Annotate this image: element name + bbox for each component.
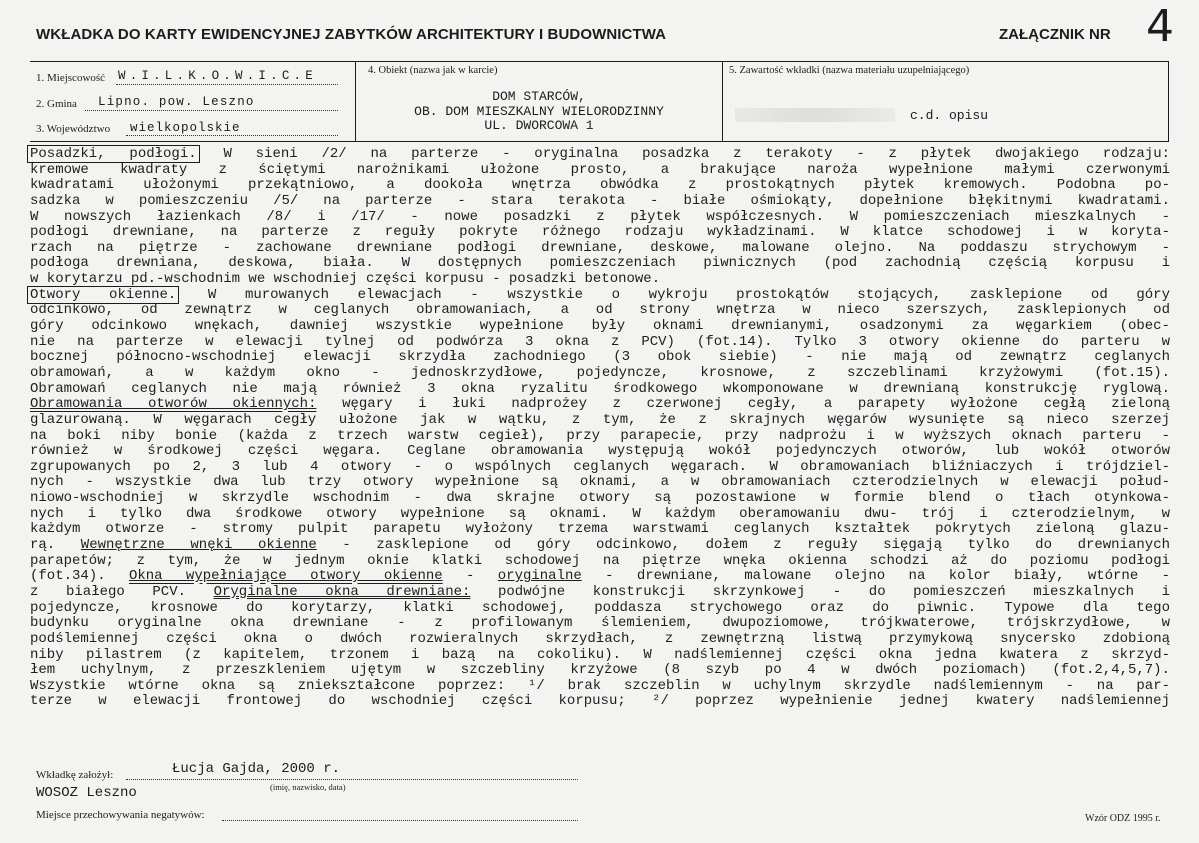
text-line: rzach na piętrze - zachowane drewniane podłogi drewniane, deskowe, malowane olejno. Na poddaszu strychowym - [30, 239, 1170, 256]
stamp-text: WOSOZ Leszno [36, 785, 137, 801]
description-text [30, 147, 1170, 710]
text-line: parapetów; z tym, że w jednym oknie klatki schodowej na piętrze wnęka okienna schodzi aż do poziomu podłogi [30, 552, 1170, 569]
text-line [30, 569, 1170, 585]
text-segment: rą. [30, 537, 81, 554]
text-line: podłogi drewniane, na parterze z reguły pokryte różnego rodzaju wykładzinami. W klatce schodowej i w koryta- [30, 224, 1170, 241]
zalozyl-caption: (imię, nazwisko, data) [270, 782, 346, 792]
text-segment: - [442, 568, 498, 585]
heading-oryginalne-okna: Oryginalne okna drewniane: [213, 583, 471, 600]
wojewodztwo-dots [126, 135, 338, 136]
text-line: nych i tylko dwa środkowe otwory wypełnione są oknami. W każdym oberamowaniu dwu- trój i czterodzielnym, w [30, 505, 1170, 522]
text-line: bocznej północno-wschodniej elewacji skrzydła zachodniego (3 obok siebie) - nie mają od zewnątrz ceglanych [30, 349, 1170, 366]
object-label: 4. Obiekt (nazwa jak w karcie) [368, 65, 498, 76]
text-line: pojedyncze, krosnowe do korytarzy, klatki schodowej, poddasza strychowego oraz do piwnic. Typowe dla tego [30, 599, 1170, 616]
text-segment: - zasklepione od góry odcinkowo, dołem z reguły sięgają tylko do drewnianych [316, 537, 1170, 554]
text-segment: (fot.34). [30, 568, 129, 585]
text-line: również w środkowej części węgara. Ceglane obramowania występują wokół pojedynczych otworów, lub wokół otworów [30, 443, 1170, 460]
right-border [1168, 61, 1169, 141]
text-segment: podwójne konstrukcji skrzynkowej - do pomieszczeń mieszkalnych i [470, 583, 1170, 600]
text-segment: W murowanych elewacjach - wszystkie o wykroju prostokątów stojących, zasklepione od góry [179, 286, 1170, 303]
heading-wneki: Wewnętrzne wnęki okienne [80, 537, 317, 554]
heading-posadzki: Posadzki, podłogi. [27, 145, 200, 163]
text-line [30, 147, 1170, 163]
zalozyl-value: Łucja Gajda, 2000 r. [172, 761, 341, 777]
text-line: każdym otworze - stromy pulpit parapetu wyłożony trzema warstwami ceglanych kształtek pokrytych zieloną glazu- [30, 521, 1170, 538]
wojewodztwo-value: wielkopolskie [130, 121, 241, 135]
contents-label: 5. Zawartość wkładki (nazwa materiału uzupełniającego) [729, 65, 970, 76]
text-line: podślemiennej części okna o dwóch rozwieralnych skrzydłach, z zewnętrzną listwą przymykową snycersko zdobioną [30, 630, 1170, 647]
zalozyl-dots [126, 779, 578, 780]
gmina-label: 2. Gmina [36, 98, 77, 110]
erased-text-smudge [735, 108, 895, 122]
text-line [30, 538, 1170, 554]
negatywy-dots [222, 820, 578, 821]
text-line: łem uchylnym, z przeszkleniem ujętym w szczebliny krzyżowe (8 szyb po 4 w dwóch poziomach) (fot.2,4,5,7). [30, 662, 1170, 679]
text-line: zgrupowanych po 2, 3 lub 4 otwory - o wspólnych ceglanych węgarach. W obramowaniach bliźniaczych i trójdziel- [30, 458, 1170, 475]
text-line: podłoga drewniana, deskowa, biała. W dostępnych pomieszczeniach piwnicznych (pod zachodnią częścią korpusu i [30, 255, 1170, 272]
text-line: nie na parterze w elewacji tylnej od podwórza 3 okna z PCV) (fot.14). Tylko 3 otwory okienne do parteru w [30, 333, 1170, 350]
text-line [30, 397, 1170, 413]
text-line: niby pilastrem (z kapitelem, trzonem i bazą na cokoliku). W nadślemiennej części okna jedna kwatera z skrzyd- [30, 646, 1170, 663]
annex-label: ZAŁĄCZNIK NR [999, 26, 1111, 43]
text-line: budynku oryginalne okna drewniane - z profilowanym ślemieniem, dwupoziomowe, trójkwaterowe, trójskrzydłowe, w [30, 615, 1170, 632]
top-border [30, 61, 1169, 62]
zalozyl-label: Wkładkę założył: [36, 769, 114, 781]
object-line: OB. DOM MIESZKALNY WIELORODZINNY [414, 103, 664, 119]
text-line [30, 288, 1170, 304]
form-version: Wzór ODZ 1995 r. [1085, 813, 1161, 824]
text-line: w korytarzu pd.-wschodnim we wschodniej części korpusu - posadzki betonowe. [30, 271, 661, 288]
text-segment: węgary i łuki nadprożey z czerwonej cegły, a parapety wyłożone cegłą zieloną [316, 396, 1171, 413]
heading-oryginalne: oryginalne [497, 568, 582, 585]
text-line: obramowań, a w każdym okno - jednoskrzydłowe, pojedyncze, krosnowe, z szczeblinami krzyżowymi (fot.15). [30, 364, 1170, 381]
text-segment: - drewniane, malowane olejno na kolor biały, wtórne - [581, 568, 1170, 585]
heading-otwory: Otwory okienne. [27, 286, 179, 304]
text-line [30, 585, 1170, 601]
text-line: Obramowań ceglanych nie mają również 3 okna ryzalitu środkowego wkomponowane w drewnianą konstrukcję ryglową. [30, 380, 1170, 397]
text-line: góry odcinkowo wnękach, dawniej wszystkie wypełnione były oknami drewnianymi, osadzonymi za węgarkiem (obec- [30, 318, 1170, 335]
heading-okna-wypelniajace: Okna wypełniające otwory okienne [128, 568, 443, 585]
text-line: na boki niby bonie (każda z trzech warstw cegieł), przy parapecie, przy nadprożu i w wyższych oknach parteru - [30, 427, 1170, 444]
heading-obramowania: Obramowania otworów okiennych: [30, 396, 317, 413]
column-divider-right [722, 61, 723, 141]
text-line: W nowszych łazienkach /8/ i /17/ - nowe posadzki z płytek współczesnych. W pomieszczeniach mieszkalnych - [30, 208, 1170, 225]
negatywy-label: Miejsce przechowywania negatywów: [36, 809, 205, 821]
text-segment: W sieni /2/ na parterze - oryginalna posadzka z terakoty - z płytek dwojakiego rodzaju: [199, 146, 1170, 162]
object-line: UL. DWORCOWA 1 [484, 118, 594, 133]
gmina-dots [85, 110, 338, 111]
text-line: terze w elewacji frontowej do wschodniej części korpusu; ²/ poprzez wypełnienie jednej kwatery nadślemiennej [30, 693, 1170, 710]
document-title: WKŁADKA DO KARTY EWIDENCYJNEJ ZABYTKÓW ARCHITEKTURY I BUDOWNICTWA [36, 26, 667, 43]
text-line: niowo-wschodniej w skrzydle wschodnim - dwa skrajne otwory są pozostawione w formie blend o tłach otynkowa- [30, 490, 1170, 507]
text-line: sadzka w pomieszczeniu /5/ na parterze - stara terakota - białe ośmiokąty, dopełnione błękitnymi kwadratami. [30, 192, 1170, 209]
section-divider [30, 141, 1169, 142]
gmina-value: Lipno. pow. Leszno [98, 95, 255, 109]
miejscowosc-value: W.I.L.K.O.W.I.C.E [118, 69, 317, 83]
contents-value: c.d. opisu [910, 108, 989, 123]
text-line: glazurowaną. W węgarach cegły ułożone jak w wątku, z tym, że z skrajnych węgarów wysunięte są nieco szerzej [30, 411, 1170, 428]
object-name [358, 90, 720, 134]
wojewodztwo-label: 3. Województwo [36, 123, 111, 135]
text-segment: z białego PCV. [30, 583, 214, 600]
miejscowosc-dots [116, 84, 338, 85]
column-divider-left [355, 61, 356, 141]
text-line: kwadratami ułożonymi przekątniowo, a dookoła wnętrza obwódka z prostokątnych płytek kremowych. Podobna po- [30, 177, 1170, 194]
object-line: DOM STARCÓW, [492, 89, 586, 104]
miejscowosc-label: 1. Miejscowość [36, 72, 106, 84]
annex-number: 4 [1146, 1, 1174, 52]
text-line: kremowe kwadraty z ściętymi narożnikami ułożone prosto, a brakujące naroża wypełnione małymi czerwonymi [30, 161, 1170, 178]
text-line: odcinkowo, od zewnątrz w ceglanych obramowaniach, a od strony wnętrza w nieco szerszych, zasklepionych od [30, 302, 1170, 319]
text-line: nych - wszystkie dwa lub trzy otwory wypełnione są oknami, a w obramowaniach czterodzielnych w elewacji połud- [30, 474, 1170, 491]
text-line: Wszystkie wtórne okna są zniekształcone poprzez: ¹/ brak szczeblin w uchylnym skrzydle nadślemiennym - na par- [30, 677, 1170, 694]
